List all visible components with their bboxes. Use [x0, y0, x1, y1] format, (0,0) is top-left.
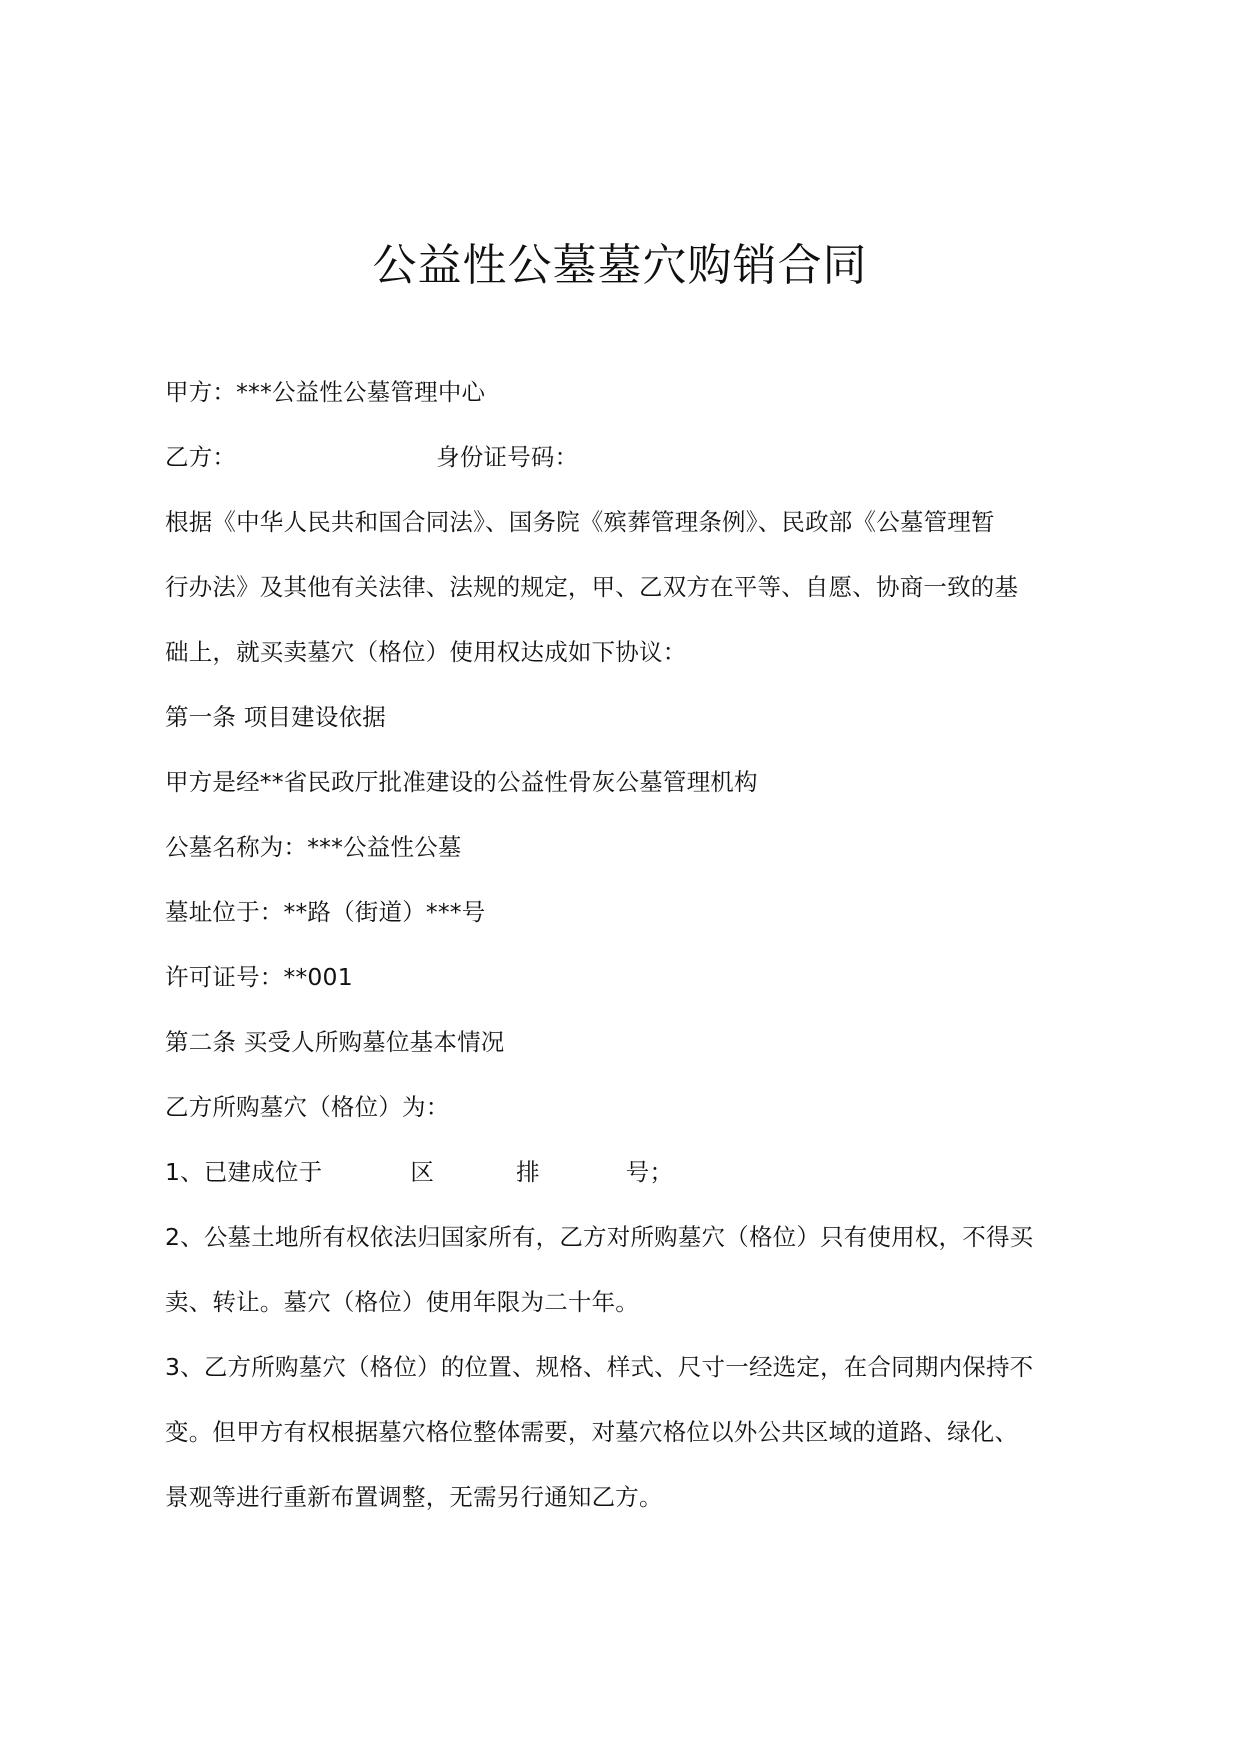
article-1-line: 墓址位于：**路（街道）***号	[165, 898, 486, 926]
row-label: 排	[516, 1158, 540, 1186]
number-label: 号；	[625, 1158, 674, 1186]
item-1-prefix: 1、已建成位于	[165, 1158, 323, 1186]
party-b-line	[165, 441, 1095, 506]
party-b-id-label: 身份证号码：	[436, 443, 579, 471]
party-b-label: 乙方：	[165, 443, 237, 471]
article-2-item-1	[165, 1156, 1095, 1221]
preamble-line: 根据《中华人民共和国合同法》、国务院《殡葬管理条例》、民政部《公墓管理暂	[165, 508, 995, 536]
article-2-item-3-line: 3、乙方所购墓穴（格位）的位置、规格、样式、尺寸一经选定，在合同期内保持不	[165, 1353, 1034, 1381]
article-1-line: 甲方是经**省民政厅批准建设的公益性骨灰公墓管理机构	[165, 768, 758, 796]
article-1-line: 公墓名称为：***公益性公墓	[165, 833, 462, 861]
preamble-line: 行办法》及其他有关法律、法规的规定，甲、乙双方在平等、自愿、协商一致的基	[165, 573, 1019, 601]
document-body	[165, 376, 1095, 1546]
article-2-item-3-line: 景观等进行重新布置调整，无需另行通知乙方。	[165, 1483, 663, 1511]
article-1-heading: 第一条 项目建设依据	[165, 703, 386, 731]
article-2-heading: 第二条 买受人所购墓位基本情况	[165, 1028, 505, 1056]
article-1-line: 许可证号：**001	[165, 963, 353, 991]
article-2-item-2-line: 卖、转让。墓穴（格位）使用年限为二十年。	[165, 1288, 639, 1316]
document-title: 公益性公墓墓穴购销合同	[372, 240, 868, 291]
preamble-line: 础上，就买卖墓穴（格位）使用权达成如下协议：	[165, 638, 687, 666]
party-a-line: 甲方：***公益性公墓管理中心	[165, 378, 486, 406]
district-label: 区	[410, 1158, 435, 1186]
article-2-item-2-line: 2、公墓土地所有权依法归国家所有，乙方对所购墓穴（格位）只有使用权，不得买	[165, 1223, 1034, 1251]
article-2-item-3-line: 变。但甲方有权根据墓穴格位整体需要，对墓穴格位以外公共区域的道路、绿化、	[165, 1418, 1019, 1446]
article-2-intro: 乙方所购墓穴（格位）为：	[165, 1093, 450, 1121]
